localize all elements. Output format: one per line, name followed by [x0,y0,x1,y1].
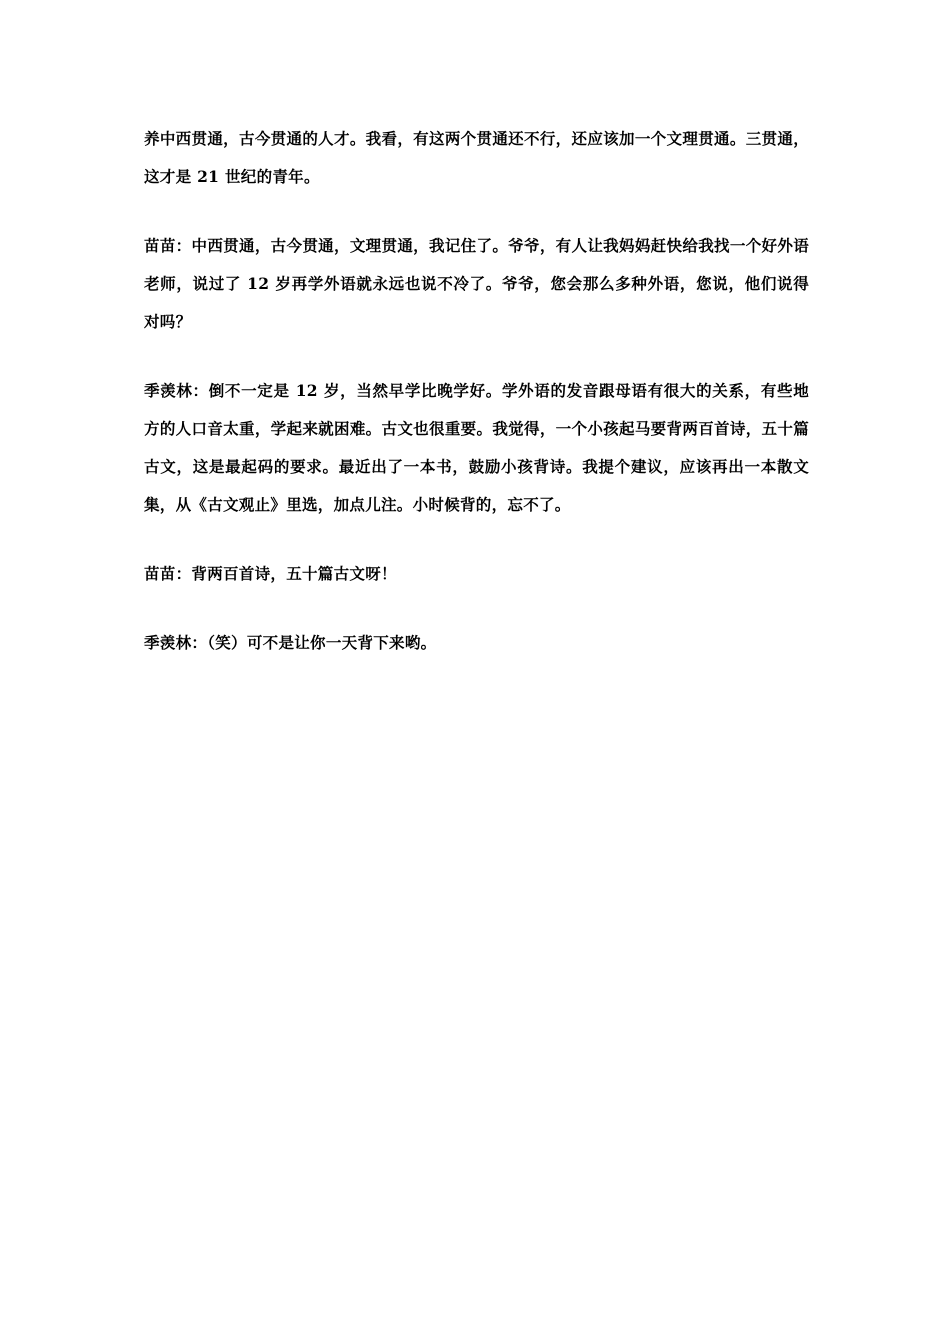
document-body [144,120,809,693]
paragraph-miaomiao-exclaim: 苗苗：背两百首诗，五十篇古文呀！ [144,564,397,583]
paragraph-ji-xianlin-answer: 季羡林：倒不一定是 12 岁，当然早学比晚学好。学外语的发音跟母语有很大的关系，有些地方的人口音太重，学起来就困难。古文也很重要。我觉得，一个小孩起马要背两百首诗，五十篇古文，这是最起码的要求。最近出了一本书，鼓励小孩背诗。我提个建议，应该再出一本散文集，从《古文观止》里选，加点儿注。小时候背的，忘不了。 [144,381,809,514]
paragraph-miaomiao-question: 苗苗：中西贯通，古今贯通，文理贯通，我记住了。爷爷，有人让我妈妈赶快给我找一个好外语老师，说过了 12 岁再学外语就永远也说不冷了。爷爷，您会那么多种外语，您说，他们说得对吗？ [144,236,809,331]
paragraph-three-connections: 养中西贯通，古今贯通的人才。我看，有这两个贯通还不行，还应该加一个文理贯通。三贯通，这才是 21 世纪的青年。 [144,129,809,186]
paragraph-ji-xianlin-laugh: 季羡林：（笑）可不是让你一天背下来哟。 [144,633,437,652]
